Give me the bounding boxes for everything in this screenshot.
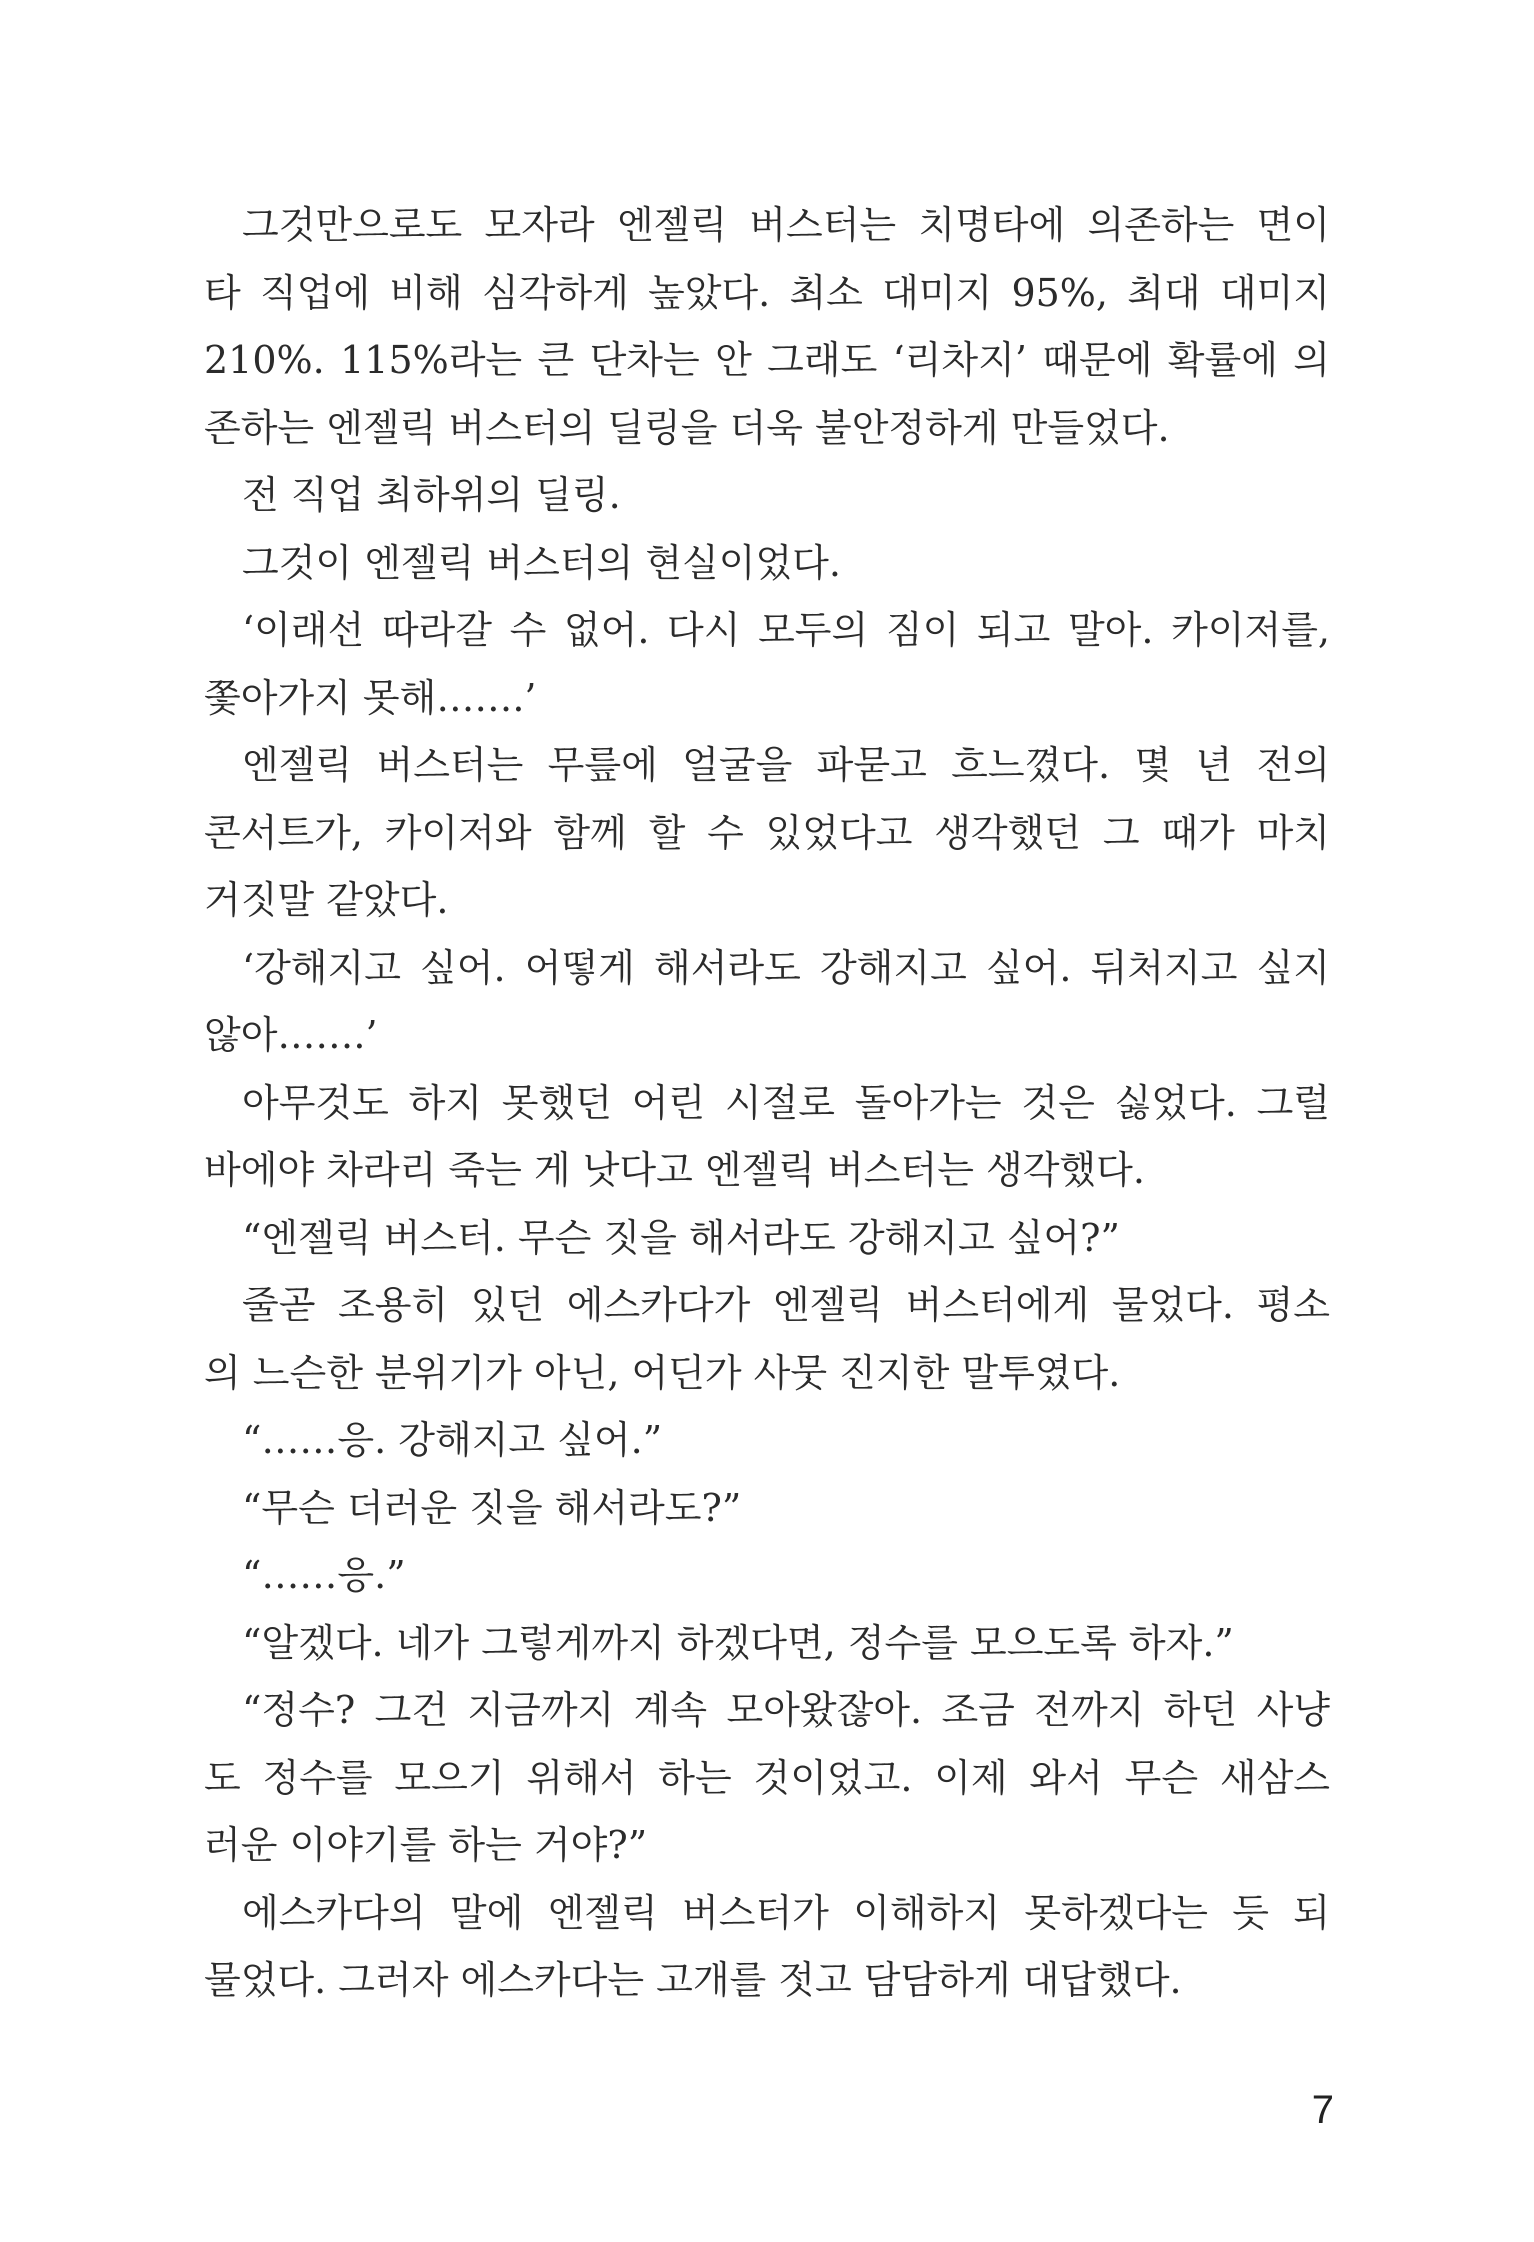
text-line: 그것이 엔젤릭 버스터의 현실이었다. [242,540,841,585]
text-line: 의 느슨한 분위기가 아닌, 어딘가 사뭇 진지한 말투였다. [204,1350,1121,1395]
text-line: 도 정수를 모으기 위해서 하는 것이었고. 이제 와서 무슨 새삼스 [204,1755,1330,1800]
text-line: “……응. 강해지고 싶어.” [242,1418,663,1462]
text-line: 물었다. 그러자 에스카다는 고개를 젓고 담담하게 대답했다. [204,1958,1182,2002]
text-line: 아무것도 하지 못했던 어린 시절로 돌아가는 것은 싫었다. 그럴 [242,1080,1330,1125]
text-line: 그것만으로도 모자라 엔젤릭 버스터는 치명타에 의존하는 면이 [242,203,1330,247]
text-line: “알겠다. 네가 그렇게까지 하겠다면, 정수를 모으도록 하자.” [242,1620,1234,1665]
text-line: “무슨 더러운 짓을 해서라도?” [242,1485,742,1530]
text-line: 거짓말 같았다. [204,878,449,922]
text-line: 210%. 115%라는 큰 단차는 안 그래도 ‘리차지’ 때문에 확률에 의 [204,338,1330,382]
text-line: 전 직업 최하위의 딜링. [242,473,621,517]
body-text [204,192,1330,2015]
text-line: 엔젤릭 버스터는 무릎에 얼굴을 파묻고 흐느꼈다. 몇 년 전의 [242,743,1330,787]
text-line: 쫓아가지 못해…….’ [204,675,537,720]
text-line: “정수? 그건 지금까지 계속 모아왔잖아. 조금 전까지 하던 사냥 [242,1688,1330,1732]
text-line: ‘이래선 따라갈 수 없어. 다시 모두의 짐이 되고 말아. 카이저를, [242,608,1330,652]
text-line: 콘서트가, 카이저와 함께 할 수 있었다고 생각했던 그 때가 마치 [204,810,1330,855]
text-line: 러운 이야기를 하는 거야?” [204,1823,648,1867]
page-number: 7 [1311,2088,1334,2132]
text-line: “……응.” [242,1553,406,1597]
text-line: 에스카다의 말에 엔젤릭 버스터가 이해하지 못하겠다는 듯 되 [242,1890,1330,1935]
text-line: “엔젤릭 버스터. 무슨 짓을 해서라도 강해지고 싶어?” [242,1215,1120,1260]
text-line: 줄곧 조용히 있던 에스카다가 엔젤릭 버스터에게 물었다. 평소 [242,1283,1330,1327]
text-line: ‘강해지고 싶어. 어떻게 해서라도 강해지고 싶어. 뒤처지고 싶지 [242,945,1330,990]
text-line: 존하는 엔젤릭 버스터의 딜링을 더욱 불안정하게 만들었다. [204,405,1170,450]
text-line: 바에야 차라리 죽는 게 낫다고 엔젤릭 버스터는 생각했다. [204,1148,1145,1192]
text-line: 않아…….’ [204,1013,378,1057]
text-line: 타 직업에 비해 심각하게 높았다. 최소 대미지 95%, 최대 대미지 [204,270,1330,315]
